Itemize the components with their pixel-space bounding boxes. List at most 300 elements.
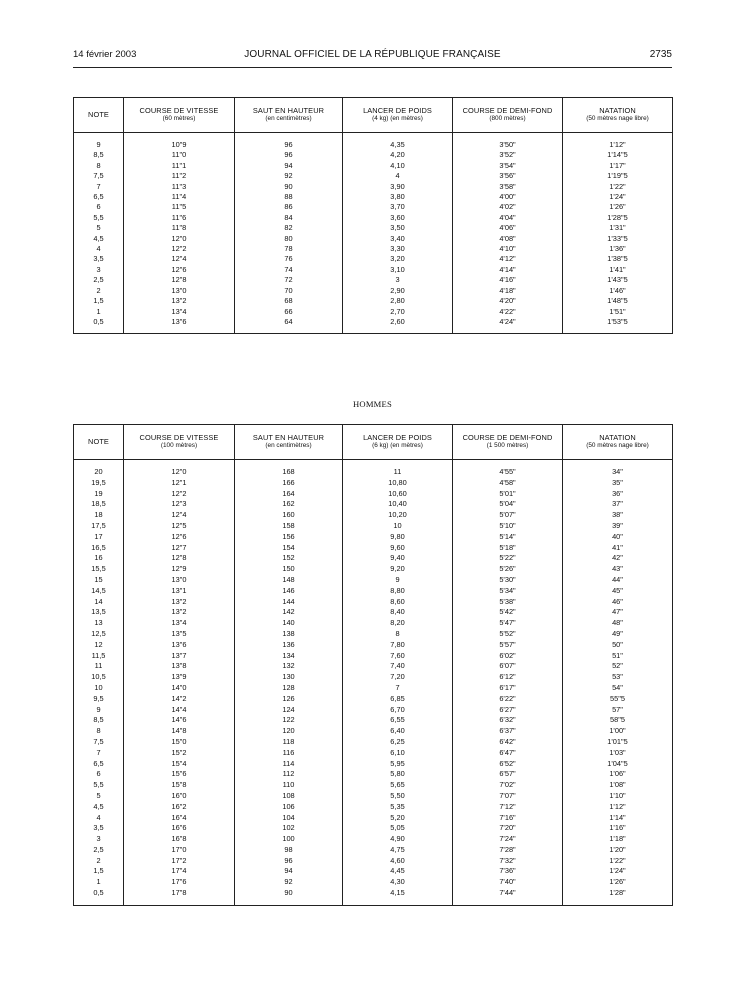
- table-cell: 1,5: [74, 296, 124, 306]
- table-row: [74, 597, 673, 608]
- spacer-row: [74, 133, 673, 141]
- table-row: [74, 564, 673, 575]
- table-header: [74, 425, 673, 460]
- table-cell: 100: [235, 834, 343, 845]
- table-cell: 8,80: [343, 586, 453, 597]
- table-cell: 5'10": [453, 521, 563, 532]
- table-cell: 15: [74, 575, 124, 586]
- table-cell: 11"3: [124, 182, 235, 192]
- table-cell: 14"4: [124, 705, 235, 716]
- table-cell: 96: [235, 150, 343, 160]
- table-cell: 2: [74, 286, 124, 296]
- table-cell: 17"8: [124, 888, 235, 899]
- table-cell: 7: [74, 748, 124, 759]
- table-cell: 7: [343, 683, 453, 694]
- table-cell: 12"0: [124, 234, 235, 244]
- table-cell: 15"4: [124, 759, 235, 770]
- table-cell: 7'44": [453, 888, 563, 899]
- table-cell: 17"6: [124, 877, 235, 888]
- column-header: [563, 98, 673, 133]
- table-cell: 1'36": [563, 244, 673, 254]
- table-cell: 6'42": [453, 737, 563, 748]
- table-cell: 70: [235, 286, 343, 296]
- table-cell: 16"0: [124, 791, 235, 802]
- column-header: [235, 98, 343, 133]
- table-cell: 20: [74, 467, 124, 478]
- table-row: [74, 150, 673, 160]
- table-cell: 126: [235, 694, 343, 705]
- table-cell: 4'14": [453, 265, 563, 275]
- table-row: [74, 521, 673, 532]
- table-cell: 15"2: [124, 748, 235, 759]
- table-cell: 1'12": [563, 140, 673, 150]
- table-cell: 9: [74, 705, 124, 716]
- table-cell: 90: [235, 888, 343, 899]
- table-cell: 94: [235, 161, 343, 171]
- table-cell: 1'19"5: [563, 171, 673, 181]
- table-cell: 3: [343, 275, 453, 285]
- table-cell: 4'02": [453, 202, 563, 212]
- table-cell: 6'17": [453, 683, 563, 694]
- table-row: [74, 182, 673, 192]
- column-title: NATATION: [599, 106, 636, 115]
- table-cell: 17"0: [124, 845, 235, 856]
- table-cell: 11"0: [124, 150, 235, 160]
- table-cell: 116: [235, 748, 343, 759]
- table-cell: 19: [74, 489, 124, 500]
- table-row: [74, 877, 673, 888]
- table-row: [74, 607, 673, 618]
- table-cell: 53": [563, 672, 673, 683]
- table-cell: 76: [235, 254, 343, 264]
- table-cell: 8,40: [343, 607, 453, 618]
- table-cell: 4,10: [343, 161, 453, 171]
- column-title: LANCER DE POIDS: [363, 433, 432, 442]
- table-cell: 13"0: [124, 286, 235, 296]
- table-cell: 8: [74, 726, 124, 737]
- table-cell: 160: [235, 510, 343, 521]
- table-cell: 6'12": [453, 672, 563, 683]
- table-cell: 12"4: [124, 510, 235, 521]
- table-cell: 1'14": [563, 813, 673, 824]
- table-row: [74, 813, 673, 824]
- table-row: [74, 586, 673, 597]
- table-cell: 10,60: [343, 489, 453, 500]
- table-cell: 13"2: [124, 296, 235, 306]
- table-cell: 10,5: [74, 672, 124, 683]
- table-cell: 86: [235, 202, 343, 212]
- column-subtitle: (en centimètres): [265, 442, 312, 449]
- column-header: [343, 98, 453, 133]
- column-title: LANCER DE POIDS: [363, 106, 432, 115]
- table-cell: 138: [235, 629, 343, 640]
- table-cell: 4,15: [343, 888, 453, 899]
- table-cell: 15"6: [124, 769, 235, 780]
- table-cell: 14"6: [124, 715, 235, 726]
- table-cell: 8,20: [343, 618, 453, 629]
- table-cell: 16"2: [124, 802, 235, 813]
- table-cell: 5'38": [453, 597, 563, 608]
- table-cell: 58"5: [563, 715, 673, 726]
- table-cell: 5'30": [453, 575, 563, 586]
- table-hommes: [73, 424, 673, 906]
- table-cell: 2,70: [343, 307, 453, 317]
- table-cell: 1'33"5: [563, 234, 673, 244]
- table-cell: 1'00": [563, 726, 673, 737]
- table-cell: 13"4: [124, 618, 235, 629]
- table-cell: 13: [74, 618, 124, 629]
- table-cell: 6,25: [343, 737, 453, 748]
- table-cell: 4'24": [453, 317, 563, 327]
- table-cell: 3,5: [74, 823, 124, 834]
- table-cell: 13"8: [124, 661, 235, 672]
- table-cell: 3,50: [343, 223, 453, 233]
- table-cell: 39": [563, 521, 673, 532]
- table-body: [74, 133, 673, 334]
- table-cell: 6'47": [453, 748, 563, 759]
- table-cell: 19,5: [74, 478, 124, 489]
- table-cell: 3,70: [343, 202, 453, 212]
- table-cell: 94: [235, 866, 343, 877]
- table-cell: 13"1: [124, 586, 235, 597]
- table-cell: 136: [235, 640, 343, 651]
- table-cell: 15,5: [74, 564, 124, 575]
- table-cell: 3,40: [343, 234, 453, 244]
- table-cell: 17"4: [124, 866, 235, 877]
- table-row: [74, 275, 673, 285]
- table-cell: 7: [74, 182, 124, 192]
- table-row: [74, 286, 673, 296]
- table-cell: 1'48"5: [563, 296, 673, 306]
- table-cell: 6,5: [74, 759, 124, 770]
- table-cell: 90: [235, 182, 343, 192]
- table-cell: 1'46": [563, 286, 673, 296]
- table-cell: 6,10: [343, 748, 453, 759]
- table-cell: 7'07": [453, 791, 563, 802]
- table-row: [74, 244, 673, 254]
- table-cell: 3,30: [343, 244, 453, 254]
- table-cell: 57": [563, 705, 673, 716]
- table-row: [74, 823, 673, 834]
- table-row: [74, 510, 673, 521]
- table-cell: 64: [235, 317, 343, 327]
- table-cell: 8,60: [343, 597, 453, 608]
- table-cell: 5'01": [453, 489, 563, 500]
- table-row: [74, 888, 673, 899]
- table-cell: 12,5: [74, 629, 124, 640]
- table-cell: 5'26": [453, 564, 563, 575]
- table-cell: 14"8: [124, 726, 235, 737]
- table-cell: 3'50": [453, 140, 563, 150]
- table-row: [74, 856, 673, 867]
- table-row: [74, 223, 673, 233]
- table-cell: 16"6: [124, 823, 235, 834]
- table-row: [74, 478, 673, 489]
- table-cell: 7,80: [343, 640, 453, 651]
- table-cell: 13"5: [124, 629, 235, 640]
- column-header: [74, 425, 124, 460]
- table-cell: 158: [235, 521, 343, 532]
- table-cell: 6'32": [453, 715, 563, 726]
- table-row: [74, 618, 673, 629]
- table-header: [74, 98, 673, 133]
- table-cell: 3,60: [343, 213, 453, 223]
- table-cell: 104: [235, 813, 343, 824]
- table-row: [74, 296, 673, 306]
- table-cell: 10: [74, 683, 124, 694]
- table-cell: 13"7: [124, 651, 235, 662]
- table-cell: 13"2: [124, 597, 235, 608]
- table-cell: 13"2: [124, 607, 235, 618]
- table-cell: 10,20: [343, 510, 453, 521]
- table-row: [74, 715, 673, 726]
- table-cell: 12"0: [124, 467, 235, 478]
- table-cell: 6'02": [453, 651, 563, 662]
- spacer-row: [74, 899, 673, 906]
- page-header: [73, 49, 672, 63]
- table-cell: 1'26": [563, 202, 673, 212]
- table-cell: 6,5: [74, 192, 124, 202]
- table-cell: 5,50: [343, 791, 453, 802]
- table-cell: 4,60: [343, 856, 453, 867]
- table-cell: 2: [74, 856, 124, 867]
- table-cell: 40": [563, 532, 673, 543]
- table-cell: 14: [74, 597, 124, 608]
- table-cell: 36": [563, 489, 673, 500]
- table-cell: 1: [74, 877, 124, 888]
- table-cell: 9: [74, 140, 124, 150]
- table-cell: 10: [343, 521, 453, 532]
- table-cell: 122: [235, 715, 343, 726]
- column-header: [124, 98, 235, 133]
- table-cell: 134: [235, 651, 343, 662]
- table-cell: 1'16": [563, 823, 673, 834]
- table-cell: 5'07": [453, 510, 563, 521]
- table-cell: 13"4: [124, 307, 235, 317]
- table-row: [74, 705, 673, 716]
- table-cell: 96: [235, 140, 343, 150]
- table-cell: 13"6: [124, 640, 235, 651]
- table-cell: 168: [235, 467, 343, 478]
- table-row: [74, 845, 673, 856]
- table-cell: 4,5: [74, 802, 124, 813]
- table-cell: 3'56": [453, 171, 563, 181]
- table-cell: 0,5: [74, 317, 124, 327]
- table-cell: 50": [563, 640, 673, 651]
- section-title-hommes: HOMMES: [353, 399, 392, 409]
- table-cell: 46": [563, 597, 673, 608]
- column-header: [453, 425, 563, 460]
- table-cell: 17,5: [74, 521, 124, 532]
- column-title: COURSE DE VITESSE: [139, 433, 219, 442]
- column-header: [453, 98, 563, 133]
- table-cell: 5,80: [343, 769, 453, 780]
- table-cell: 12"2: [124, 244, 235, 254]
- table-cell: 142: [235, 607, 343, 618]
- table-row: [74, 575, 673, 586]
- table-cell: 8: [74, 161, 124, 171]
- table-cell: 1,5: [74, 866, 124, 877]
- table-cell: 1'22": [563, 182, 673, 192]
- table-cell: 11"1: [124, 161, 235, 171]
- table-cell: 3,90: [343, 182, 453, 192]
- table-row: [74, 499, 673, 510]
- table-cell: 2,90: [343, 286, 453, 296]
- table-cell: 1'17": [563, 161, 673, 171]
- table-cell: 164: [235, 489, 343, 500]
- table-row: [74, 759, 673, 770]
- table-cell: 114: [235, 759, 343, 770]
- table-cell: 6'22": [453, 694, 563, 705]
- table-cell: 3'52": [453, 150, 563, 160]
- table-cell: 146: [235, 586, 343, 597]
- table-cell: 13,5: [74, 607, 124, 618]
- table-cell: 54": [563, 683, 673, 694]
- table-row: [74, 780, 673, 791]
- table-cell: 15"0: [124, 737, 235, 748]
- table-row: [74, 737, 673, 748]
- table-cell: 17: [74, 532, 124, 543]
- table-cell: 92: [235, 877, 343, 888]
- column-subtitle: (50 mètres nage libre): [586, 115, 649, 122]
- table-cell: 88: [235, 192, 343, 202]
- table-cell: 47": [563, 607, 673, 618]
- table-cell: 12"6: [124, 532, 235, 543]
- table-cell: 1'31": [563, 223, 673, 233]
- table-row: [74, 202, 673, 212]
- column-subtitle: (1 500 mètres): [486, 442, 529, 449]
- column-title: COURSE DE DEMI-FOND: [462, 433, 553, 442]
- table-cell: 1'38"5: [563, 254, 673, 264]
- table-cell: 118: [235, 737, 343, 748]
- table-cell: 82: [235, 223, 343, 233]
- table-row: [74, 791, 673, 802]
- table-cell: 13"9: [124, 672, 235, 683]
- table-cell: 5'42": [453, 607, 563, 618]
- table-cell: 5'34": [453, 586, 563, 597]
- table-cell: 11"6: [124, 213, 235, 223]
- table-cell: 5'04": [453, 499, 563, 510]
- table-cell: 14,5: [74, 586, 124, 597]
- table-cell: 12"4: [124, 254, 235, 264]
- column-title: SAUT EN HAUTEUR: [252, 106, 325, 115]
- column-subtitle: (100 mètres): [160, 442, 198, 449]
- table-cell: 5'47": [453, 618, 563, 629]
- table-cell: 4'16": [453, 275, 563, 285]
- table-cell: 52": [563, 661, 673, 672]
- column-header: [563, 425, 673, 460]
- table-row: [74, 629, 673, 640]
- table-cell: 43": [563, 564, 673, 575]
- table-cell: 4'06": [453, 223, 563, 233]
- table-cell: 5'18": [453, 543, 563, 554]
- table-cell: 6'57": [453, 769, 563, 780]
- table-cell: 7'28": [453, 845, 563, 856]
- table-cell: 80: [235, 234, 343, 244]
- column-subtitle: (50 mètres nage libre): [586, 442, 649, 449]
- table-cell: 1'18": [563, 834, 673, 845]
- table-row: [74, 802, 673, 813]
- column-title: NOTE: [88, 437, 109, 446]
- table-cell: 12: [74, 640, 124, 651]
- table-row: [74, 553, 673, 564]
- table-cell: 9,60: [343, 543, 453, 554]
- table-cell: 130: [235, 672, 343, 683]
- table-cell: 108: [235, 791, 343, 802]
- table-cell: 9,40: [343, 553, 453, 564]
- table-cell: 4'10": [453, 244, 563, 254]
- table-row: [74, 651, 673, 662]
- table-row: [74, 317, 673, 327]
- table-cell: 5: [74, 223, 124, 233]
- table-cell: 98: [235, 845, 343, 856]
- table-cell: 6,70: [343, 705, 453, 716]
- table-cell: 48": [563, 618, 673, 629]
- table-cell: 1'01"5: [563, 737, 673, 748]
- table-cell: 7,20: [343, 672, 453, 683]
- table-cell: 12"6: [124, 265, 235, 275]
- table-cell: 1'22": [563, 856, 673, 867]
- table-cell: 5'22": [453, 553, 563, 564]
- table-cell: 1'28"5: [563, 213, 673, 223]
- table-cell: 8,5: [74, 715, 124, 726]
- table-cell: 12"8: [124, 275, 235, 285]
- table-cell: 6'37": [453, 726, 563, 737]
- table-cell: 156: [235, 532, 343, 543]
- table-cell: 4,35: [343, 140, 453, 150]
- table-cell: 16,5: [74, 543, 124, 554]
- table-row: [74, 192, 673, 202]
- table-cell: 11"4: [124, 192, 235, 202]
- table-cell: 15"8: [124, 780, 235, 791]
- table-cell: 4'58": [453, 478, 563, 489]
- table-row: [74, 866, 673, 877]
- column-title: COURSE DE DEMI-FOND: [462, 106, 553, 115]
- table-cell: 1'12": [563, 802, 673, 813]
- table-cell: 7,5: [74, 171, 124, 181]
- table-row: [74, 694, 673, 705]
- table-body: [74, 460, 673, 906]
- table-cell: 150: [235, 564, 343, 575]
- table-cell: 102: [235, 823, 343, 834]
- spacer-row: [74, 460, 673, 468]
- table-cell: 5'52": [453, 629, 563, 640]
- column-title: NOTE: [88, 110, 109, 119]
- table-cell: 120: [235, 726, 343, 737]
- column-title: COURSE DE VITESSE: [139, 106, 219, 115]
- table-cell: 162: [235, 499, 343, 510]
- table-cell: 5,5: [74, 780, 124, 791]
- table-cell: 12"7: [124, 543, 235, 554]
- header-journal-title: JOURNAL OFFICIEL DE LA RÉPUBLIQUE FRANÇAISE: [244, 49, 501, 60]
- table-cell: 74: [235, 265, 343, 275]
- table-cell: 6: [74, 769, 124, 780]
- table-cell: 2,60: [343, 317, 453, 327]
- column-title: SAUT EN HAUTEUR: [252, 433, 325, 442]
- table-row: [74, 265, 673, 275]
- table-cell: 18,5: [74, 499, 124, 510]
- table-cell: 14"0: [124, 683, 235, 694]
- table-cell: 13"6: [124, 317, 235, 327]
- table-cell: 4'00": [453, 192, 563, 202]
- table-cell: 5,05: [343, 823, 453, 834]
- table-cell: 2,5: [74, 275, 124, 285]
- table-cell: 1'06": [563, 769, 673, 780]
- table-cell: 12"3: [124, 499, 235, 510]
- table-cell: 92: [235, 171, 343, 181]
- table-cell: 5,5: [74, 213, 124, 223]
- table-cell: 84: [235, 213, 343, 223]
